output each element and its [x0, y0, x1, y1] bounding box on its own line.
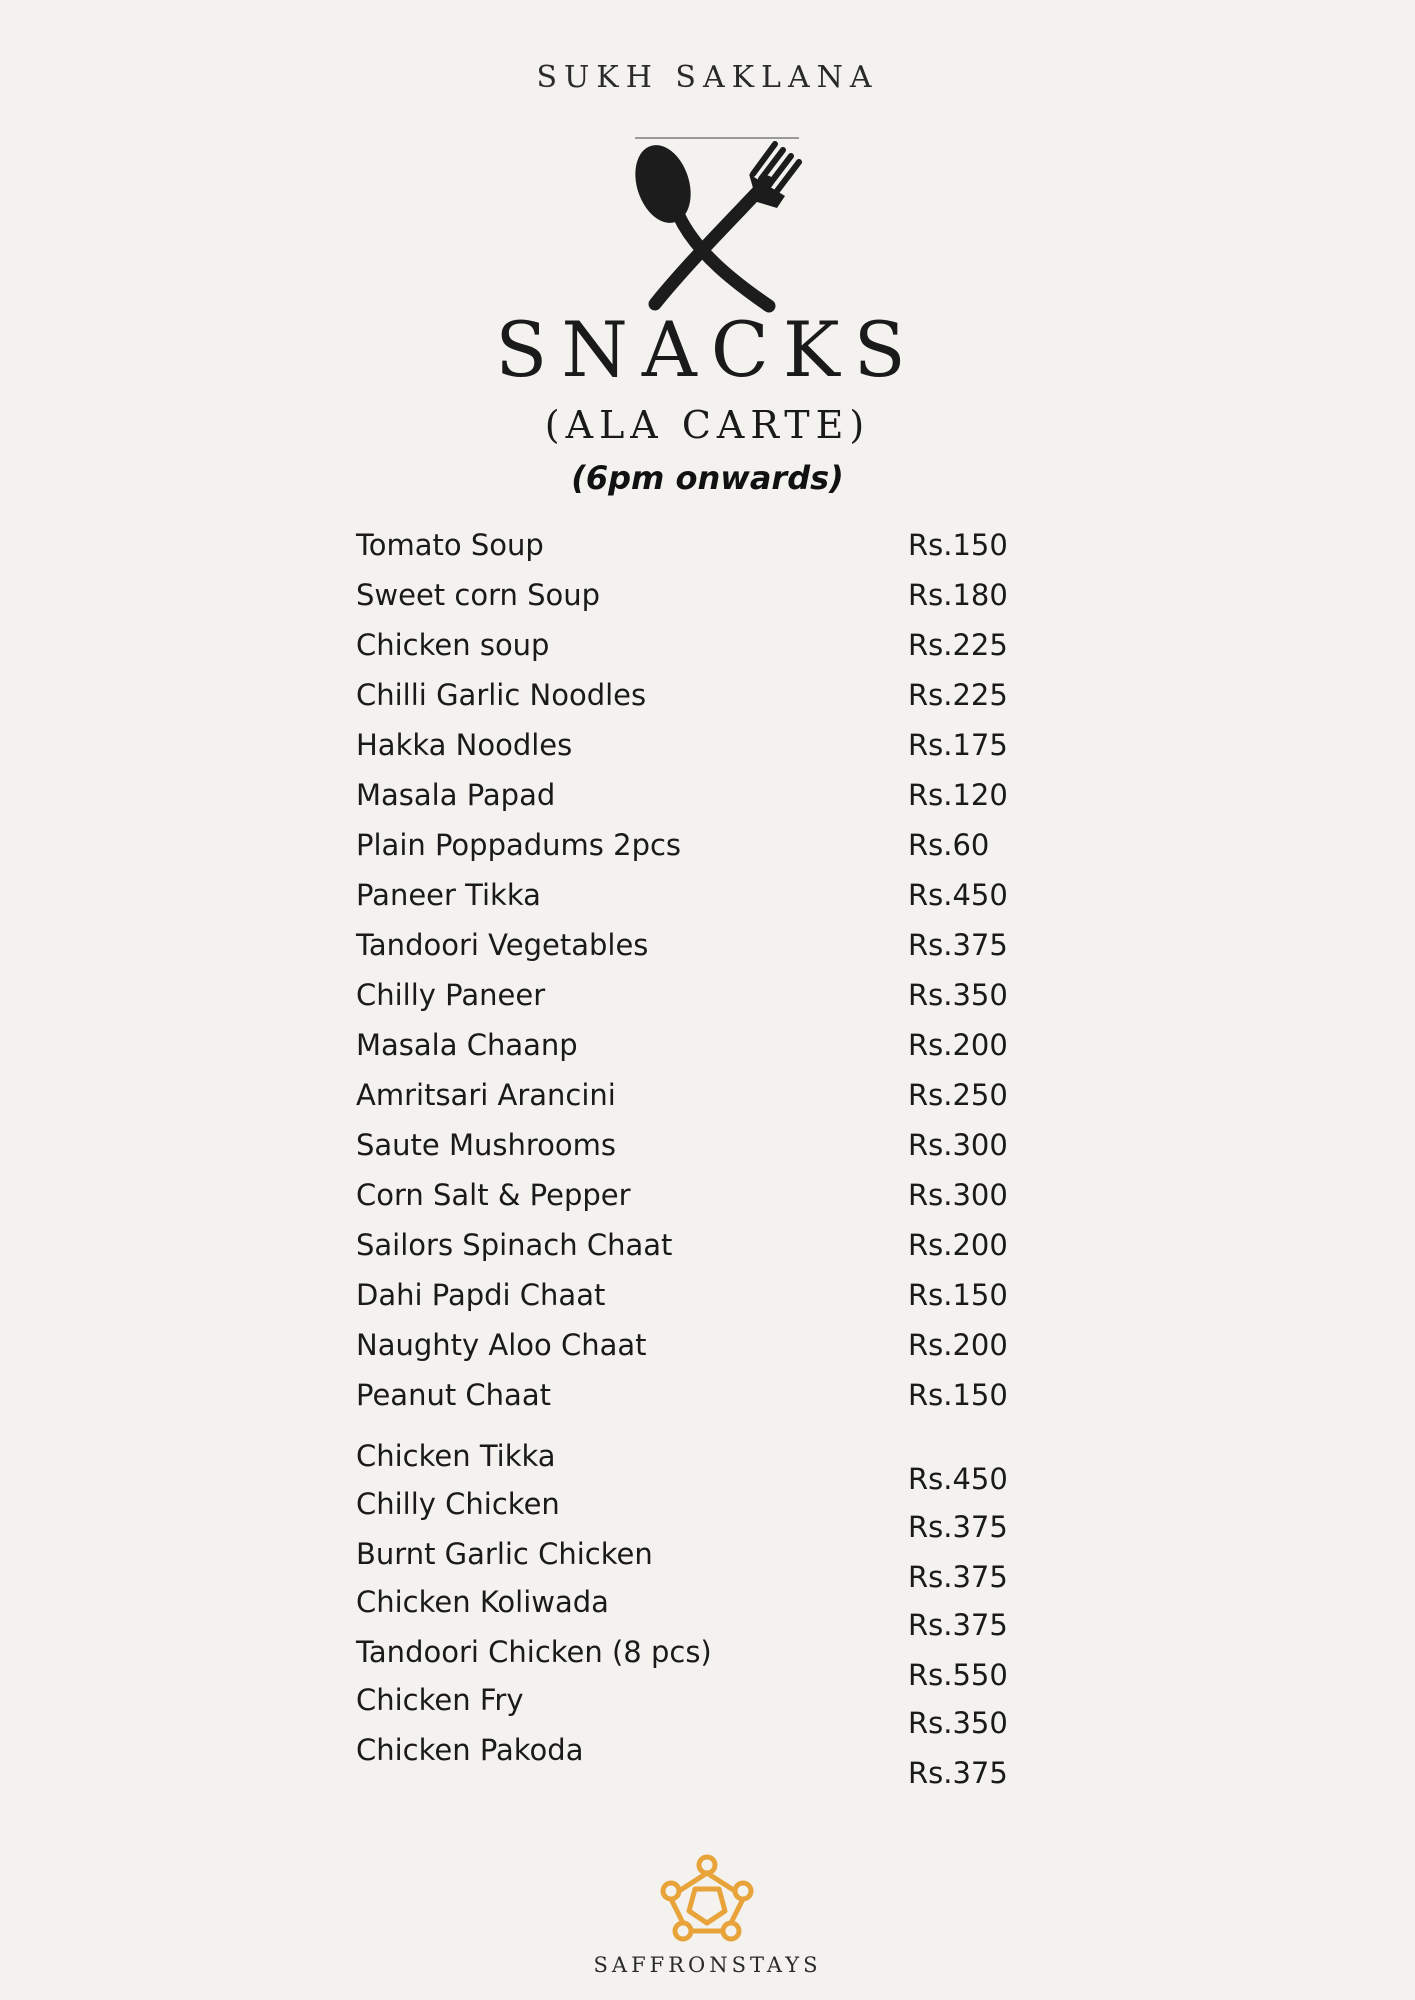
menu-item: [0, 878, 1415, 917]
menu-item: [0, 1128, 1415, 1167]
item-name: Masala Papad: [356, 778, 556, 812]
item-price: Rs.350: [908, 978, 1008, 1012]
item-name: Saute Mushrooms: [356, 1128, 617, 1162]
item-price: Rs.375: [908, 1510, 1008, 1544]
item-name: Chicken Fry: [356, 1683, 524, 1717]
menu-item: [0, 528, 1415, 567]
item-name: Dahi Papdi Chaat: [356, 1278, 606, 1312]
item-name: Burnt Garlic Chicken: [356, 1537, 653, 1571]
item-price: Rs.200: [908, 1228, 1008, 1262]
menu-item: [0, 828, 1415, 867]
menu-title: SNACKS: [495, 305, 920, 394]
item-name: Chicken soup: [356, 628, 550, 662]
item-name: Naughty Aloo Chaat: [356, 1328, 647, 1362]
item-name: Corn Salt & Pepper: [356, 1178, 631, 1212]
item-price: Rs.300: [908, 1128, 1008, 1162]
menu-item: [0, 1178, 1415, 1217]
item-price: Rs.200: [908, 1028, 1008, 1062]
menu-item: [0, 978, 1415, 1017]
item-name: Plain Poppadums 2pcs: [356, 828, 682, 862]
item-price: Rs.175: [908, 728, 1008, 762]
item-price: Rs.150: [908, 1278, 1008, 1312]
item-price: Rs.225: [908, 628, 1008, 662]
item-price: Rs.225: [908, 678, 1008, 712]
item-name: Chilly Paneer: [356, 978, 546, 1012]
menu-item: [0, 1278, 1415, 1317]
item-price: Rs.550: [908, 1658, 1008, 1692]
item-price: Rs.375: [908, 1608, 1008, 1642]
menu-item: [0, 1228, 1415, 1267]
item-name: Tandoori Chicken (8 pcs): [356, 1635, 712, 1669]
restaurant-name: SUKH SAKLANA: [536, 60, 879, 95]
item-name: Chilli Garlic Noodles: [356, 678, 647, 712]
item-price: Rs.375: [908, 928, 1008, 962]
menu-item: [0, 778, 1415, 817]
item-name: Peanut Chaat: [356, 1378, 551, 1412]
item-name: Chicken Koliwada: [356, 1585, 609, 1619]
item-price: Rs.60: [908, 828, 990, 862]
item-name: Chilly Chicken: [356, 1487, 560, 1521]
item-price: Rs.200: [908, 1328, 1008, 1362]
item-name: Hakka Noodles: [356, 728, 573, 762]
menu-subtitle: (ALA CARTE): [544, 403, 871, 447]
item-price: Rs.350: [908, 1706, 1008, 1740]
item-name: Paneer Tikka: [356, 878, 541, 912]
item-price: Rs.375: [908, 1560, 1008, 1594]
item-name: Masala Chaanp: [356, 1028, 578, 1062]
item-name: Tandoori Vegetables: [356, 928, 649, 962]
item-name: Amritsari Arancini: [356, 1078, 616, 1112]
item-price: Rs.150: [908, 528, 1008, 562]
item-price: Rs.300: [908, 1178, 1008, 1212]
item-price: Rs.120: [908, 778, 1008, 812]
menu-item: [0, 628, 1415, 667]
menu-item: [0, 728, 1415, 767]
menu-item: [0, 1328, 1415, 1367]
footer-brand: SAFFRONSTAYS: [593, 1953, 822, 1977]
menu-item: [0, 578, 1415, 617]
item-price: Rs.450: [908, 1462, 1008, 1496]
menu-item: [0, 1028, 1415, 1067]
menu-item: [0, 1078, 1415, 1117]
item-price: Rs.450: [908, 878, 1008, 912]
item-price: Rs.150: [908, 1378, 1008, 1412]
item-name: Tomato Soup: [356, 528, 544, 562]
item-price: Rs.180: [908, 578, 1008, 612]
item-price: Rs.250: [908, 1078, 1008, 1112]
menu-item: [0, 928, 1415, 967]
item-price: Rs.375: [908, 1756, 1008, 1790]
menu-item: [0, 1378, 1415, 1417]
spoon-and-fork-icon: [627, 134, 807, 314]
item-name: Sweet corn Soup: [356, 578, 601, 612]
menu-item: [0, 678, 1415, 717]
serving-hours: (6pm onwards): [571, 459, 844, 497]
item-name: Chicken Tikka: [356, 1439, 556, 1473]
saffronstays-logo-icon: [655, 1853, 759, 1945]
item-name: Sailors Spinach Chaat: [356, 1228, 673, 1262]
item-name: Chicken Pakoda: [356, 1733, 584, 1767]
